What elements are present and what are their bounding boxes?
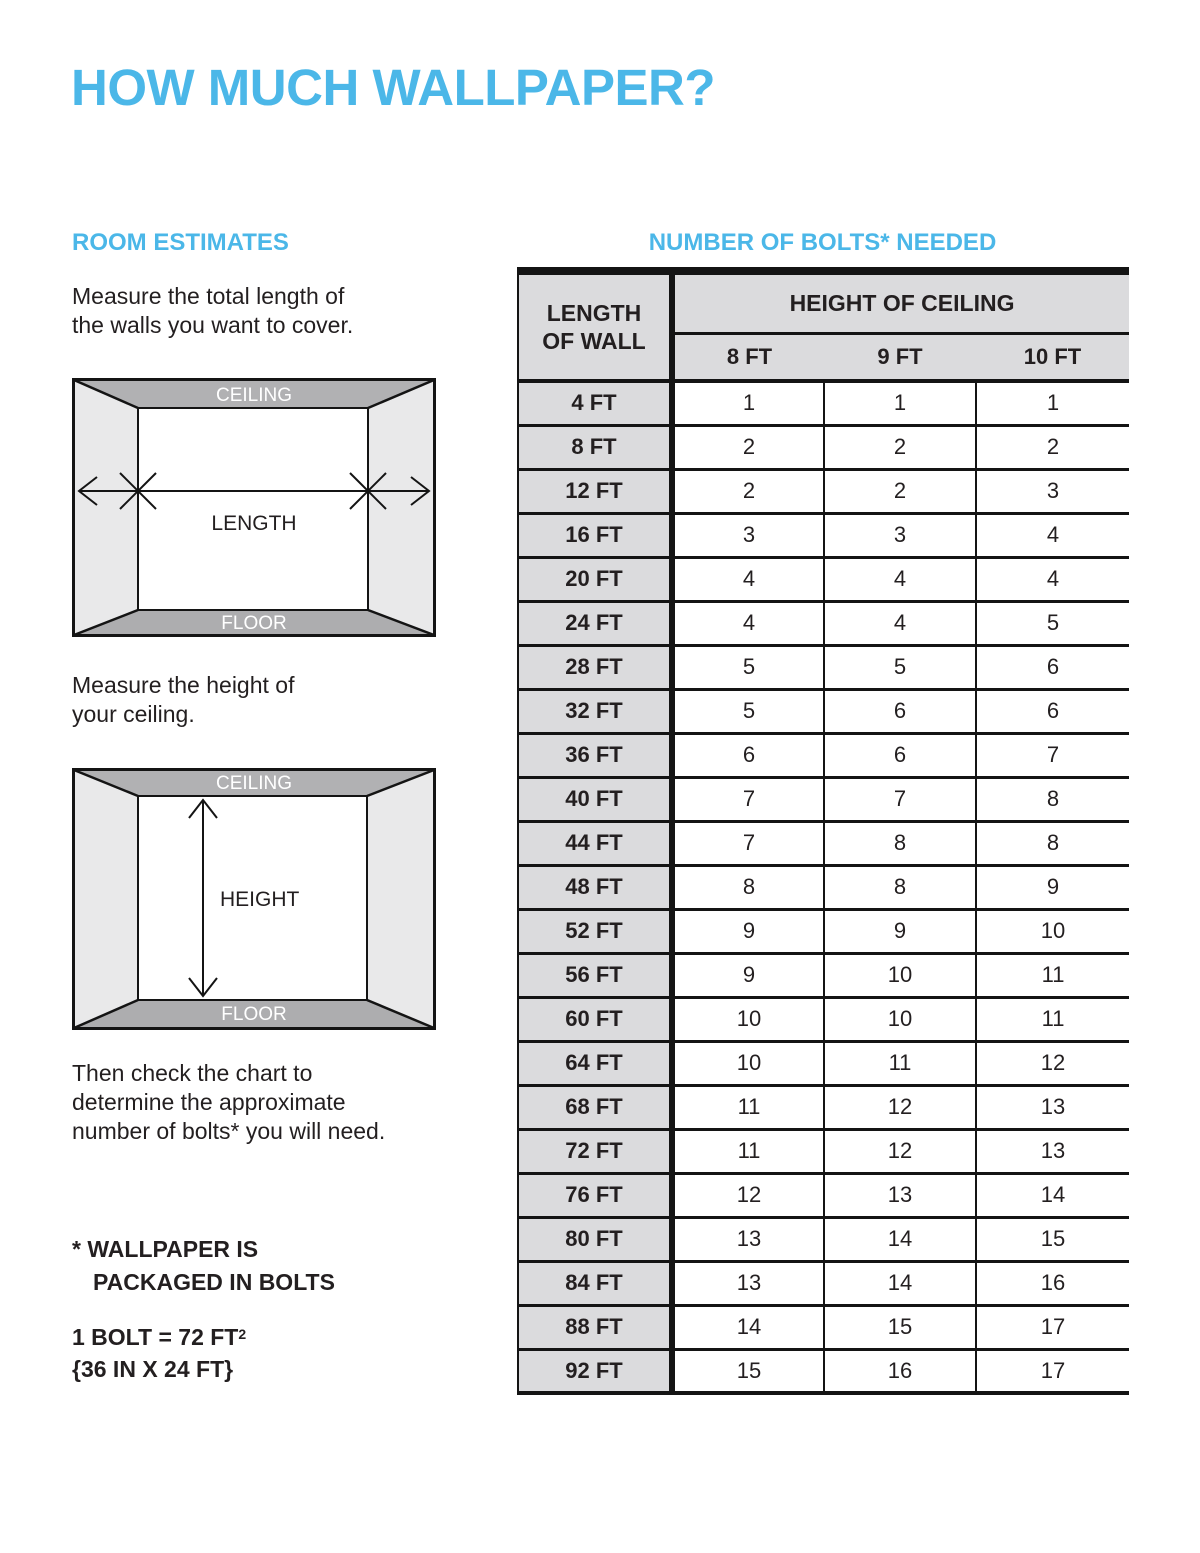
bolt-count-cell: 2 [824, 469, 976, 513]
wall-length-cell: 60 FT [518, 997, 672, 1041]
bolt-count-cell: 11 [672, 1085, 824, 1129]
bolt-count-cell: 15 [976, 1217, 1129, 1261]
table-row [518, 1217, 1129, 1261]
bolt-count-cell: 7 [824, 777, 976, 821]
right-wall-surface [367, 770, 434, 1028]
bolt-count-cell: 8 [824, 865, 976, 909]
wall-length-cell: 80 FT [518, 1217, 672, 1261]
bolt-count-cell: 3 [824, 513, 976, 557]
footnote-line: * WALLPAPER IS [72, 1236, 259, 1262]
column-header-8ft: 8 FT [672, 333, 824, 381]
bolt-count-cell: 14 [824, 1217, 976, 1261]
bolt-count-cell: 4 [672, 557, 824, 601]
wall-length-cell: 24 FT [518, 601, 672, 645]
bolt-count-cell: 5 [824, 645, 976, 689]
wall-length-cell: 36 FT [518, 733, 672, 777]
bolt-count-cell: 10 [824, 953, 976, 997]
height-label: HEIGHT [220, 888, 300, 911]
bolt-count-cell: 4 [976, 557, 1129, 601]
bolts-table-container [517, 267, 1129, 1395]
table-row [518, 1305, 1129, 1349]
table-row [518, 1041, 1129, 1085]
room-length-diagram [72, 378, 436, 637]
group-header-row [518, 271, 1129, 333]
table-row [518, 733, 1129, 777]
bolts-table [517, 267, 1129, 1395]
bolt-count-cell: 6 [824, 689, 976, 733]
wall-length-cell: 32 FT [518, 689, 672, 733]
table-row [518, 865, 1129, 909]
table-row [518, 513, 1129, 557]
bolt-count-cell: 5 [672, 645, 824, 689]
bolt-count-cell: 4 [824, 601, 976, 645]
bolts-needed-heading: NUMBER OF BOLTS* NEEDED [648, 229, 997, 256]
bolt-count-cell: 8 [976, 821, 1129, 865]
bolt-count-cell: 17 [976, 1305, 1129, 1349]
bolt-size-line [72, 1318, 246, 1353]
ceiling-label: CEILING [215, 773, 293, 794]
bolt-count-cell: 12 [824, 1085, 976, 1129]
bolt-count-cell: 13 [976, 1085, 1129, 1129]
bolt-count-cell: 11 [976, 953, 1129, 997]
bolt-count-cell: 4 [976, 513, 1129, 557]
bolt-count-cell: 3 [976, 469, 1129, 513]
check-chart-paragraph [72, 1059, 385, 1146]
bolt-count-cell: 10 [672, 997, 824, 1041]
bolt-count-cell: 1 [824, 381, 976, 425]
floor-label: FLOOR [221, 613, 287, 634]
wall-length-cell: 76 FT [518, 1173, 672, 1217]
wall-length-cell: 12 FT [518, 469, 672, 513]
bolt-count-cell: 6 [976, 645, 1129, 689]
bolt-count-cell: 8 [824, 821, 976, 865]
length-of-wall-line: LENGTH [546, 300, 642, 326]
bolt-count-cell: 12 [976, 1041, 1129, 1085]
bolt-count-cell: 4 [672, 601, 824, 645]
bolt-count-cell: 15 [672, 1349, 824, 1393]
bolt-count-cell: 9 [976, 865, 1129, 909]
bolt-count-cell: 2 [824, 425, 976, 469]
table-row [518, 645, 1129, 689]
height-of-ceiling-header: HEIGHT OF CEILING [672, 271, 1129, 333]
table-row [518, 425, 1129, 469]
wall-length-cell: 16 FT [518, 513, 672, 557]
right-wall-surface [368, 380, 434, 635]
bolt-count-cell: 17 [976, 1349, 1129, 1393]
paragraph-line: Measure the height of [72, 672, 295, 698]
bolt-count-cell: 1 [976, 381, 1129, 425]
length-of-wall-header [518, 271, 672, 381]
table-row [518, 821, 1129, 865]
bolt-count-cell: 8 [976, 777, 1129, 821]
bolt-count-cell: 10 [672, 1041, 824, 1085]
table-row [518, 1085, 1129, 1129]
paragraph-line: determine the approximate [72, 1089, 346, 1115]
table-row [518, 997, 1129, 1041]
back-wall-surface [138, 408, 368, 610]
wall-length-cell: 68 FT [518, 1085, 672, 1129]
wall-length-cell: 52 FT [518, 909, 672, 953]
bolt-count-cell: 9 [672, 909, 824, 953]
table-row [518, 381, 1129, 425]
wall-length-cell: 56 FT [518, 953, 672, 997]
bolt-count-cell: 13 [672, 1261, 824, 1305]
wall-length-cell: 72 FT [518, 1129, 672, 1173]
bolt-count-cell: 6 [824, 733, 976, 777]
wall-length-cell: 28 FT [518, 645, 672, 689]
table-row [518, 557, 1129, 601]
table-row [518, 469, 1129, 513]
bolt-count-cell: 9 [824, 909, 976, 953]
bolt-size-note [72, 1318, 246, 1385]
paragraph-line: the walls you want to cover. [72, 312, 354, 338]
column-header-9ft: 9 FT [824, 333, 976, 381]
ceiling-label: CEILING [215, 385, 293, 406]
bolt-size-line: {36 IN X 24 FT} [72, 1356, 234, 1382]
column-header-10ft: 10 FT [976, 333, 1129, 381]
table-row [518, 1261, 1129, 1305]
bolt-count-cell: 13 [672, 1217, 824, 1261]
table-row [518, 909, 1129, 953]
bolt-count-cell: 3 [672, 513, 824, 557]
bolt-count-cell: 14 [976, 1173, 1129, 1217]
bolt-count-cell: 13 [976, 1129, 1129, 1173]
wall-length-cell: 40 FT [518, 777, 672, 821]
bolts-table-body [518, 381, 1129, 1393]
wall-length-cell: 64 FT [518, 1041, 672, 1085]
paragraph-line: Then check the chart to [72, 1060, 313, 1086]
wall-length-cell: 4 FT [518, 381, 672, 425]
table-row [518, 1349, 1129, 1393]
bolt-count-cell: 2 [976, 425, 1129, 469]
table-row [518, 777, 1129, 821]
bolts-footnote [72, 1233, 335, 1299]
table-row [518, 953, 1129, 997]
paragraph-line: your ceiling. [72, 701, 195, 727]
wall-length-cell: 92 FT [518, 1349, 672, 1393]
paragraph-line: Measure the total length of [72, 283, 345, 309]
table-row [518, 601, 1129, 645]
bolt-count-cell: 14 [672, 1305, 824, 1349]
bolt-count-cell: 13 [824, 1173, 976, 1217]
page-title: HOW MUCH WALLPAPER? [71, 59, 715, 116]
room-estimates-heading: ROOM ESTIMATES [72, 229, 289, 256]
length-of-wall-line: OF WALL [542, 328, 646, 354]
bolt-count-cell: 11 [824, 1041, 976, 1085]
bolt-count-cell: 7 [672, 777, 824, 821]
wall-length-cell: 48 FT [518, 865, 672, 909]
bolt-size-superscript: 2 [238, 1326, 247, 1342]
bolt-count-cell: 11 [672, 1129, 824, 1173]
table-row [518, 1129, 1129, 1173]
bolt-count-cell: 6 [672, 733, 824, 777]
bolt-size-text: 1 BOLT = 72 FT [72, 1324, 239, 1350]
floor-label: FLOOR [221, 1004, 287, 1025]
length-label: LENGTH [211, 512, 297, 535]
bolts-table-header [518, 271, 1129, 381]
table-row [518, 1173, 1129, 1217]
bolt-count-cell: 10 [824, 997, 976, 1041]
bolt-count-cell: 5 [976, 601, 1129, 645]
footnote-line: PACKAGED IN BOLTS [93, 1269, 335, 1295]
bolt-count-cell: 2 [672, 469, 824, 513]
bolt-count-cell: 12 [824, 1129, 976, 1173]
bolt-count-cell: 6 [976, 689, 1129, 733]
bolt-count-cell: 2 [672, 425, 824, 469]
bolt-count-cell: 8 [672, 865, 824, 909]
bolt-count-cell: 5 [672, 689, 824, 733]
measure-length-paragraph [72, 282, 353, 340]
wall-length-cell: 84 FT [518, 1261, 672, 1305]
bolt-count-cell: 11 [976, 997, 1129, 1041]
bolt-count-cell: 1 [672, 381, 824, 425]
bolt-count-cell: 7 [976, 733, 1129, 777]
bolt-count-cell: 7 [672, 821, 824, 865]
paragraph-line: number of bolts* you will need. [72, 1118, 386, 1144]
measure-height-paragraph [72, 671, 294, 729]
bolt-count-cell: 16 [824, 1349, 976, 1393]
left-wall-surface [74, 380, 138, 635]
wall-length-cell: 8 FT [518, 425, 672, 469]
bolt-count-cell: 15 [824, 1305, 976, 1349]
bolt-count-cell: 14 [824, 1261, 976, 1305]
table-row [518, 689, 1129, 733]
room-height-diagram [72, 768, 436, 1030]
bolt-count-cell: 16 [976, 1261, 1129, 1305]
left-wall-surface [74, 770, 138, 1028]
bolt-count-cell: 10 [976, 909, 1129, 953]
bolt-count-cell: 9 [672, 953, 824, 997]
bolt-count-cell: 12 [672, 1173, 824, 1217]
wall-length-cell: 88 FT [518, 1305, 672, 1349]
bolt-count-cell: 4 [824, 557, 976, 601]
wall-length-cell: 20 FT [518, 557, 672, 601]
wall-length-cell: 44 FT [518, 821, 672, 865]
